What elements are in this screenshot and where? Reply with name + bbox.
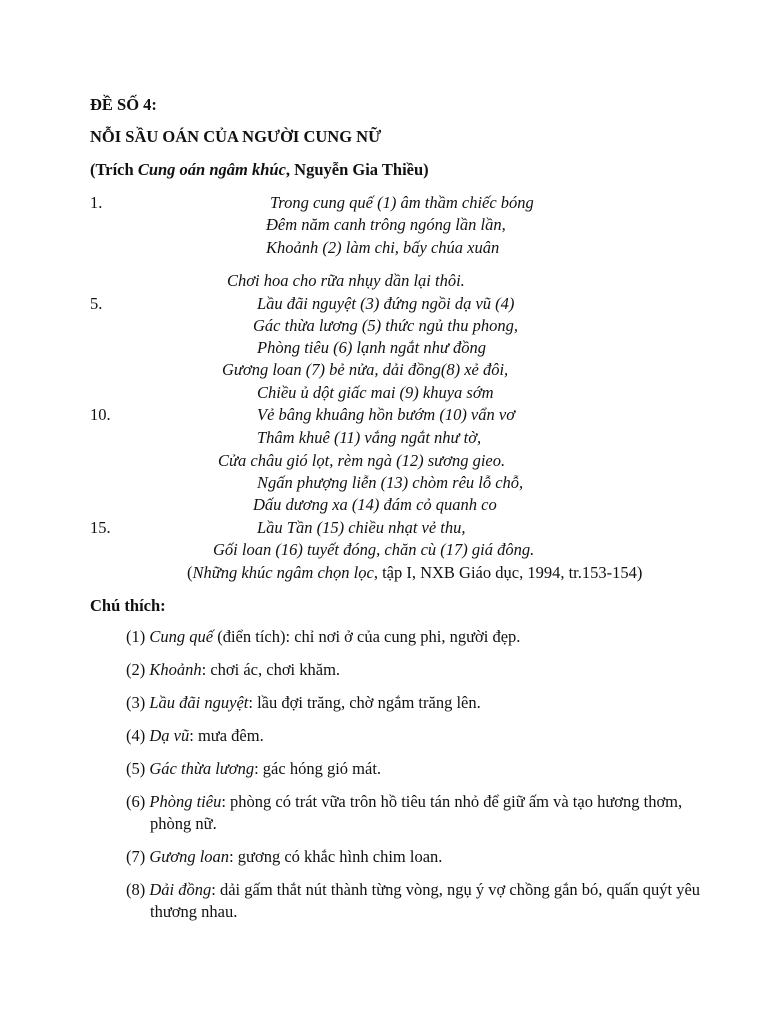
notes-heading: Chú thích:: [90, 596, 166, 615]
note-item: [126, 692, 710, 714]
poem-line: Gương loan (7) bẻ nửa, dải đồng(8) xẻ đôi,: [222, 360, 509, 379]
exam-label: ĐỀ SỐ 4:: [90, 95, 157, 114]
line-number: 15.: [90, 518, 111, 537]
poem-line: Dấu dương xa (14) đám cỏ quanh co: [253, 495, 497, 514]
note-term: Dạ vũ: [149, 726, 190, 745]
note-item: [126, 725, 710, 747]
citation-work: Những khúc ngâm chọn lọc: [192, 563, 374, 582]
source-prefix: (Trích: [90, 160, 138, 179]
poem-line: Khoảnh (2) làm chi, bấy chúa xuân: [266, 238, 500, 257]
note-term: Phòng tiêu: [149, 792, 222, 811]
note-item: [126, 879, 710, 923]
note-item: [126, 791, 710, 835]
line-number: 1.: [90, 193, 103, 212]
note-item: [126, 659, 710, 681]
poem-line: Lầu đãi nguyệt (3) đứng ngồi dạ vũ (4): [257, 294, 515, 313]
note-text: : gác hóng gió mát.: [254, 759, 382, 778]
note-term: Dải đồng: [149, 880, 212, 899]
note-number: (8): [126, 880, 150, 899]
note-text: : mưa đêm.: [189, 726, 264, 745]
source-suffix: , Nguyễn Gia Thiều): [285, 160, 429, 179]
note-term: Lầu đãi nguyệt: [149, 693, 249, 712]
note-term: Gác thừa lương: [149, 759, 255, 778]
note-term: Khoảnh: [149, 660, 202, 679]
note-number: (3): [126, 693, 150, 712]
note-number: (7): [126, 847, 150, 866]
line-number: 10.: [90, 405, 111, 424]
line-number: 5.: [90, 294, 103, 313]
note-number: (1): [126, 627, 150, 646]
source-work: Cung oán ngâm khúc: [137, 160, 286, 179]
poem-line: Cửa châu gió lọt, rèm ngà (12) sương gieo.: [218, 451, 506, 470]
citation-open: (: [187, 563, 193, 582]
note-text: : gương có khắc hình chim loan.: [229, 847, 443, 866]
poem-title: NỖI SẦU OÁN CỦA NGƯỜI CUNG NỮ: [90, 127, 382, 146]
note-term: Gương loan: [149, 847, 230, 866]
poem-line: Gối loan (16) tuyết đóng, chăn cù (17) giá đông.: [213, 540, 535, 559]
poem-line: Phòng tiêu (6) lạnh ngắt như đồng: [257, 338, 486, 357]
note-text: : phòng có trát vữa trôn hồ tiêu tán nhỏ để giữ ấm và tạo hương thơm, phòng nữ.: [150, 792, 683, 833]
poem-line: Thâm khuê (11) vắng ngắt như tờ,: [257, 428, 482, 447]
citation-rest: , tập I, NXB Giáo dục, 1994, tr.153-154): [373, 563, 643, 582]
note-text: : lầu đợi trăng, chờ ngắm trăng lên.: [248, 693, 481, 712]
poem-line: Trong cung quế (1) âm thầm chiếc bóng: [270, 193, 534, 212]
note-item: [126, 758, 710, 780]
note-number: (6): [126, 792, 150, 811]
note-text: : chơi ác, chơi khăm.: [201, 660, 341, 679]
note-number: (2): [126, 660, 150, 679]
poem-line: Chiều ủ dột giấc mai (9) khuya sớm: [257, 383, 494, 402]
citation: [187, 563, 642, 583]
poem-line: Ngấn phượng liễn (13) chòm rêu lỗ chỗ,: [257, 473, 524, 492]
poem-line: Lầu Tần (15) chiều nhạt vẻ thu,: [257, 518, 466, 537]
note-term: Cung quế: [149, 627, 214, 646]
note-number: (4): [126, 726, 150, 745]
poem-line: Vẻ bâng khuâng hồn bướm (10) vẩn vơ: [257, 405, 516, 424]
poem-line: Đêm năm canh trông ngóng lần lần,: [266, 215, 506, 234]
poem-line: Gác thừa lương (5) thức ngủ thu phong,: [253, 316, 518, 335]
note-text: : dải gấm thắt nút thành từng vòng, ngụ ý vợ chồng gắn bó, quấn quýt yêu thương nhau.: [150, 880, 701, 921]
poem-line: Chơi hoa cho rữa nhụy dần lại thôi.: [227, 271, 465, 290]
note-item: [126, 626, 710, 648]
note-number: (5): [126, 759, 150, 778]
note-text: (điển tích): chỉ nơi ở của cung phi, người đẹp.: [213, 627, 521, 646]
note-item: [126, 846, 710, 868]
source-line: [90, 160, 429, 180]
